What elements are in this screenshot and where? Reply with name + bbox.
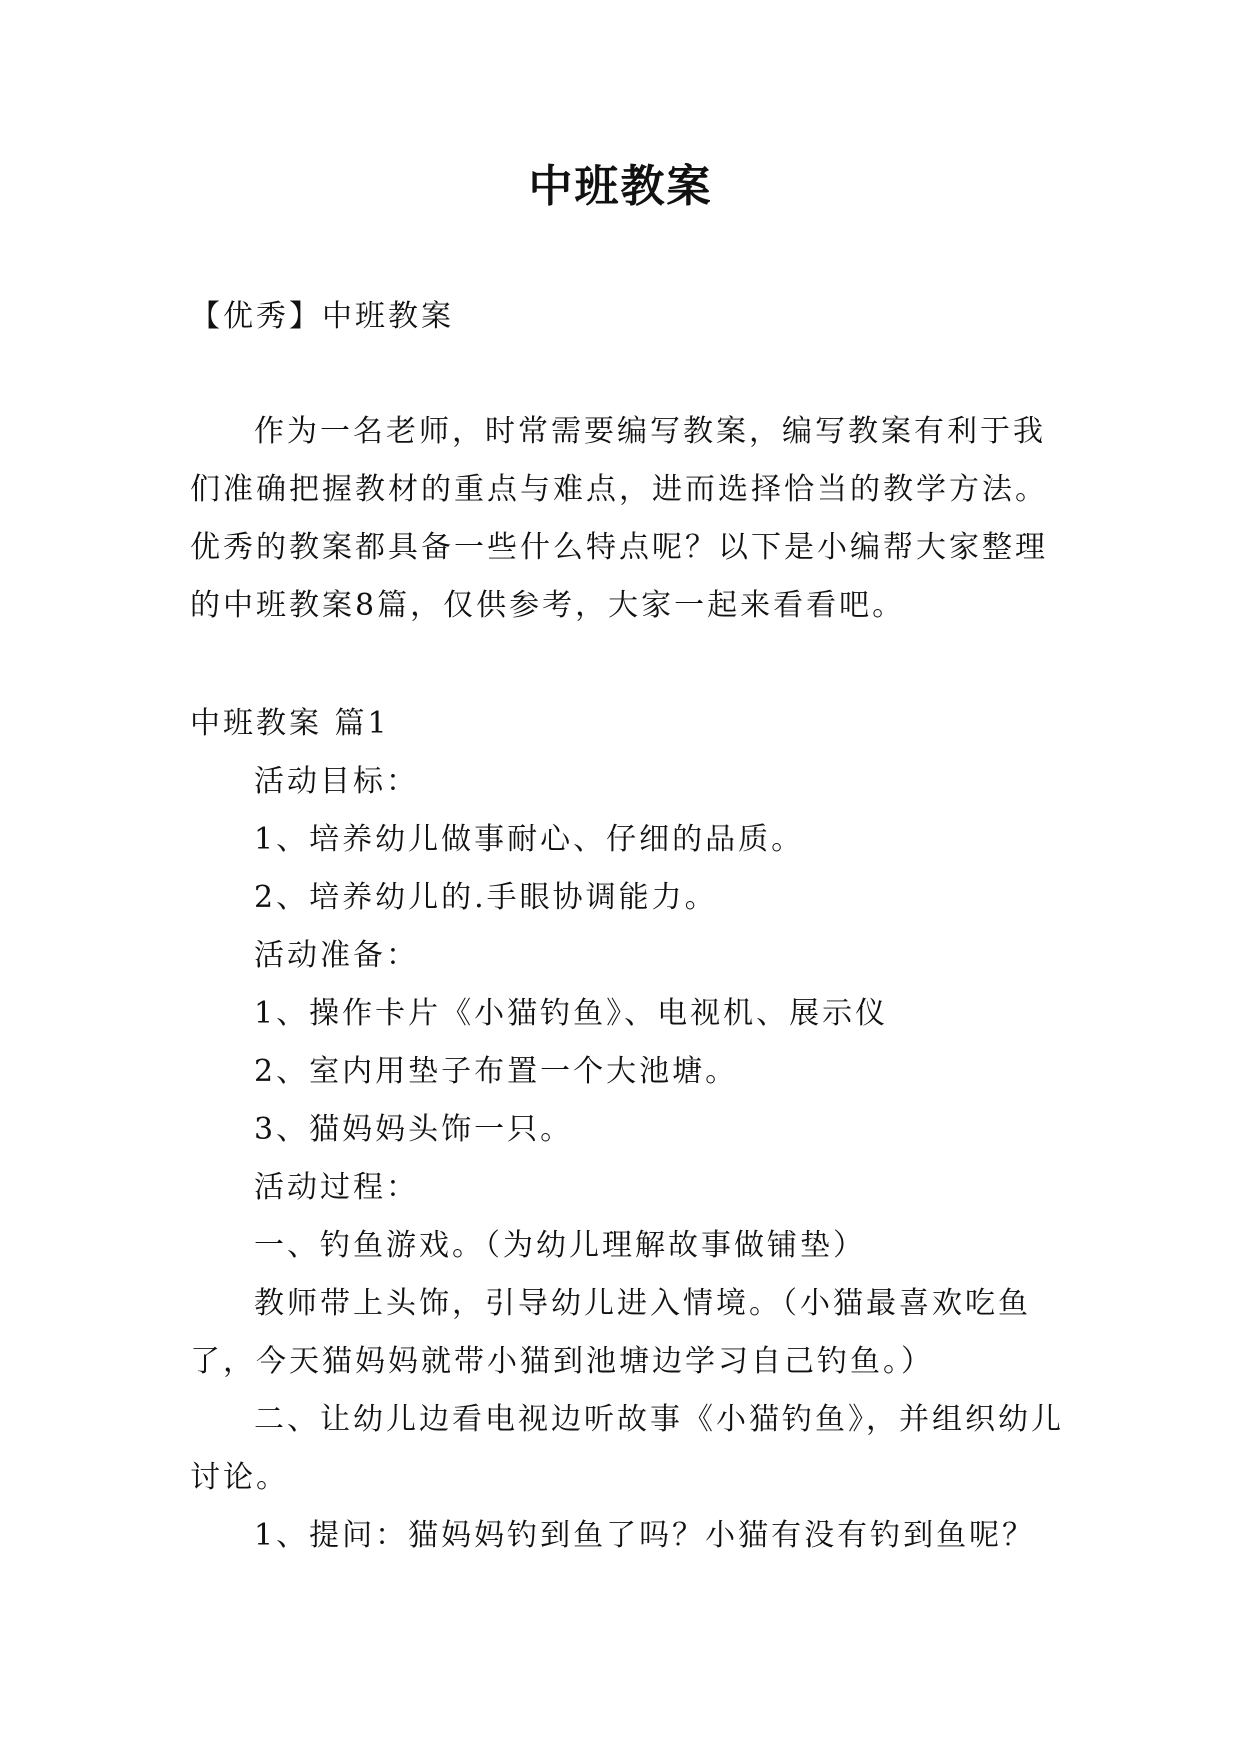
paragraph: 二、让幼儿边看电视边听故事《小猫钓鱼》，并组织幼儿讨论。 (190, 1402, 1064, 1495)
section-heading: 中班教案 篇1 (190, 706, 390, 741)
paragraph: 教师带上头饰，引导幼儿进入情境。（小猫最喜欢吃鱼了，今天猫妈妈就带小猫到池塘边学习自己钓鱼。） (190, 1286, 1031, 1379)
paragraph: 1、操作卡片《小猫钓鱼》、电视机、展示仪 (254, 996, 889, 1031)
document-title: 中班教案 (528, 161, 713, 212)
document-subtitle: 【优秀】中班教案 (190, 299, 454, 334)
paragraph: 活动目标： (254, 764, 419, 799)
paragraph: 一、钓鱼游戏。（为幼儿理解故事做铺垫） (254, 1228, 866, 1263)
paragraph: 2、培养幼儿的.手眼协调能力。 (254, 880, 718, 915)
intro-text: 作为一名老师，时常需要编写教案，编写教案有利于我们准确把握教材的重点与难点，进而选择恰当的教学方法。优秀的教案都具备一些什么特点呢？以下是小编帮大家整理的中班教案8篇，仅供参考，大家一起来看看吧。 (190, 414, 1048, 623)
paragraph: 1、提问：猫妈妈钓到鱼了吗？小猫有没有钓到鱼呢？ (254, 1518, 1036, 1553)
paragraph: 2、室内用垫子布置一个大池塘。 (254, 1054, 739, 1089)
paragraph: 3、猫妈妈头饰一只。 (254, 1112, 574, 1147)
intro-paragraph (190, 403, 1070, 635)
section-1 (190, 695, 1070, 1565)
paragraph: 1、培养幼儿做事耐心、仔细的品质。 (254, 822, 805, 857)
paragraph: 活动过程： (254, 1170, 419, 1205)
paragraph: 活动准备： (254, 938, 419, 973)
